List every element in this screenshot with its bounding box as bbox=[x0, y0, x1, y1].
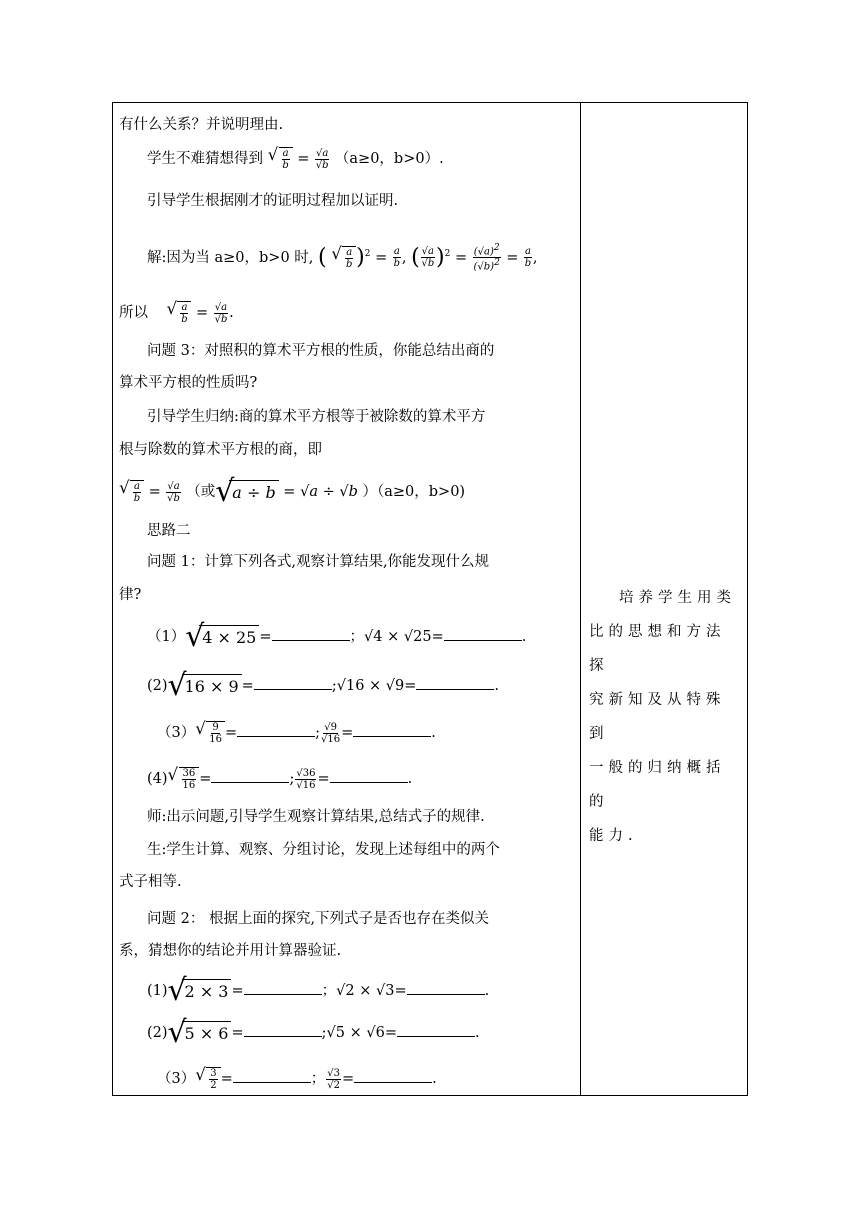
num: 9 bbox=[212, 722, 219, 733]
eq: = bbox=[283, 484, 296, 500]
eq: = bbox=[384, 1025, 398, 1041]
den: b bbox=[427, 258, 435, 270]
num: 9 bbox=[395, 678, 405, 694]
text-line: 有什么关系？并说明理由. bbox=[119, 117, 284, 133]
answer-blank[interactable] bbox=[233, 1068, 311, 1083]
answer-blank[interactable] bbox=[244, 1022, 322, 1037]
den: 16 bbox=[302, 779, 316, 791]
eq: = bbox=[259, 629, 272, 645]
side-line: 能力. bbox=[589, 828, 638, 844]
condition: （a≥0，b>0）. bbox=[334, 151, 444, 167]
text-line: 引导学生归纳:商的算术平方根等于被除数的算术平方 bbox=[147, 409, 486, 425]
den: b bbox=[322, 159, 329, 171]
den: b bbox=[393, 258, 401, 270]
num: a bbox=[134, 481, 140, 492]
eq: = bbox=[196, 305, 209, 321]
text-line: 式子相等. bbox=[119, 874, 182, 890]
property-line: √ $\frac{a}{b}$ = $\frac{√a}{√b}$ （或 √ a ÷ b = √a ÷ √b ）（a≥0，b>0) bbox=[119, 474, 466, 509]
eq: = bbox=[220, 1071, 233, 1087]
num: 36 bbox=[182, 768, 196, 779]
sqrt-frac: √ $\frac{a}{b}$ bbox=[268, 147, 293, 171]
label: (2) bbox=[147, 1025, 168, 1041]
exercise-1: （1） √ 4 × 25 = ；√4 × √25= . bbox=[147, 619, 527, 654]
num: 3 bbox=[385, 983, 395, 999]
text-line: 算术平方根的性质吗? bbox=[119, 375, 258, 391]
var: a bbox=[309, 484, 318, 500]
den: 2 bbox=[333, 1079, 341, 1091]
text-line: 思路二 bbox=[147, 523, 191, 539]
den: 16 bbox=[209, 734, 222, 745]
eq: = bbox=[148, 484, 161, 500]
var: b bbox=[265, 483, 276, 502]
num: 36 bbox=[302, 767, 316, 779]
op: ÷ bbox=[246, 483, 261, 502]
sqrt-expr: √ 5 × 6 bbox=[168, 1021, 232, 1045]
den: 16 bbox=[182, 780, 196, 791]
exp: 2 bbox=[364, 249, 371, 259]
text-line: 问题 3：对照积的算术平方根的性质，你能总结出商的 bbox=[147, 343, 495, 359]
num: 4 bbox=[373, 629, 383, 645]
expr: 16 × 9 bbox=[182, 674, 242, 697]
frac-roots: $\frac{√3}{√2}$ bbox=[327, 1067, 341, 1091]
frac-roots: $\frac{√a}{√b}$ bbox=[315, 147, 329, 171]
side-note bbox=[589, 581, 741, 853]
sqrt-frac: √ $\frac{a}{b}$ bbox=[119, 480, 144, 504]
num: 25 bbox=[413, 629, 432, 645]
num: a bbox=[346, 246, 353, 258]
num: a bbox=[221, 301, 228, 313]
den: b bbox=[282, 160, 289, 171]
label: (4) bbox=[147, 771, 168, 787]
dot: . bbox=[229, 305, 234, 321]
frac-roots: $\frac{√36}{√16}$ bbox=[296, 767, 316, 791]
text-line: 问题 1：计算下列各式,观察计算结果,你能发现什么规 bbox=[147, 554, 490, 570]
sep: ; bbox=[331, 678, 337, 694]
dot: . bbox=[475, 1025, 480, 1041]
den: b bbox=[181, 314, 188, 325]
comma: , bbox=[532, 249, 538, 266]
eq: = bbox=[231, 1025, 244, 1041]
den: b bbox=[173, 492, 180, 504]
condition: ）（a≥0，b>0) bbox=[362, 484, 466, 500]
sqrt-expr: √ 4 × 25 bbox=[185, 625, 259, 649]
text: 所以 bbox=[119, 305, 148, 321]
num: a bbox=[393, 246, 400, 258]
answer-blank[interactable] bbox=[244, 980, 322, 995]
text-line: 生:学生计算、观察、分组讨论，发现上述每组中的两个 bbox=[147, 842, 500, 858]
frac-roots: $\frac{√a}{√b}$ bbox=[421, 246, 435, 270]
num: a bbox=[322, 147, 329, 159]
frac-powers: $\frac{(√a)^2}{(√b)^2}$ bbox=[473, 243, 500, 273]
eq: = bbox=[317, 771, 330, 787]
num: a bbox=[282, 148, 289, 159]
sqrt-frac: √ $\frac{a}{b}$ bbox=[331, 246, 356, 270]
sep: ； bbox=[349, 629, 365, 645]
label: (1) bbox=[147, 983, 168, 999]
frac-roots: $\frac{√9}{√16}$ bbox=[321, 721, 341, 745]
label: （3） bbox=[157, 725, 196, 741]
eq: = bbox=[297, 151, 310, 167]
expr: 5 × 6 bbox=[182, 1021, 232, 1044]
text-line: 师:出示问题,引导学生观察计算结果,总结式子的规律. bbox=[147, 809, 485, 825]
num: 3 bbox=[210, 1068, 217, 1079]
exercise-2: (2) √ 16 × 9 = ;√16 × √9= . bbox=[147, 668, 500, 703]
dot: . bbox=[494, 678, 500, 694]
num: 9 bbox=[330, 721, 337, 733]
side-line: 一般的归纳概括的 bbox=[589, 760, 726, 810]
text: 解:因为当 a≥0，b>0 时, bbox=[147, 249, 314, 266]
eq: = bbox=[224, 725, 238, 741]
answer-blank[interactable] bbox=[407, 980, 485, 995]
eq: = bbox=[394, 983, 407, 999]
dot: . bbox=[431, 725, 436, 741]
column-divider bbox=[580, 103, 581, 1095]
text-line: 律? bbox=[119, 587, 142, 603]
exercise-r3 bbox=[157, 1067, 437, 1091]
side-line: 培养学生用类 bbox=[619, 590, 736, 606]
num: a bbox=[428, 246, 434, 258]
num: a bbox=[173, 480, 180, 492]
text-line: 问题 2： 根据上面的探究,下列式子是否也存在类似关 bbox=[147, 911, 490, 927]
num: 3 bbox=[333, 1067, 341, 1079]
answer-blank[interactable] bbox=[330, 768, 408, 783]
main-column bbox=[113, 103, 580, 1095]
exercise-3 bbox=[157, 721, 436, 745]
exercise-r1: (1) √ 2 × 3 = ；√2 × √3= . bbox=[147, 973, 490, 1008]
comma: , bbox=[401, 249, 407, 266]
expr: 2 × 3 bbox=[182, 979, 232, 1002]
answer-blank[interactable] bbox=[211, 768, 289, 783]
label: （1） bbox=[147, 629, 186, 645]
label: （3） bbox=[157, 1071, 196, 1087]
paren: ) bbox=[436, 244, 445, 270]
answer-blank[interactable] bbox=[353, 722, 431, 737]
sqrt-expr: √ 16 × 9 bbox=[168, 674, 242, 698]
answer-blank[interactable] bbox=[416, 675, 494, 690]
eq: = bbox=[199, 771, 212, 787]
side-line: 比的思想和方法探 bbox=[589, 624, 726, 674]
num: 16 bbox=[345, 678, 365, 694]
answer-blank[interactable] bbox=[354, 1068, 432, 1083]
eq: = bbox=[231, 983, 244, 999]
sqrt-frac: √ $\frac{a}{b}$ bbox=[166, 301, 191, 325]
label: (2) bbox=[147, 678, 168, 694]
dot: . bbox=[407, 771, 413, 787]
dot: . bbox=[484, 983, 490, 999]
den: b bbox=[220, 313, 228, 325]
eq: = bbox=[341, 725, 354, 741]
text-line: 系，猜想你的结论并用计算器验证. bbox=[119, 943, 342, 959]
guess-line bbox=[147, 147, 444, 171]
conclusion-line bbox=[119, 301, 234, 325]
eq: = bbox=[431, 629, 444, 645]
den: 16 bbox=[327, 733, 341, 745]
paren: ( bbox=[318, 244, 327, 270]
eq: = bbox=[342, 1071, 355, 1087]
frac-roots: $\frac{√a}{√b}$ bbox=[214, 301, 228, 325]
num: a bbox=[181, 302, 188, 313]
dot: . bbox=[521, 629, 527, 645]
exercise-r2: (2) √ 5 × 6 = ;√5 × √6= . bbox=[147, 1015, 480, 1050]
var: b bbox=[348, 484, 358, 500]
eq: = bbox=[454, 249, 468, 266]
num: a bbox=[524, 246, 531, 258]
sqrt-frac: √ $\frac{3}{2}$ bbox=[195, 1067, 220, 1091]
num: 2 bbox=[345, 983, 355, 999]
sqrt-frac: √ $\frac{9}{16}$ bbox=[195, 721, 225, 745]
lesson-table bbox=[112, 102, 748, 1096]
num: 6 bbox=[375, 1025, 385, 1041]
paren: ) bbox=[356, 244, 365, 270]
sqrt-expr: √ 2 × 3 bbox=[168, 979, 232, 1003]
answer-blank[interactable] bbox=[237, 722, 315, 737]
den: b bbox=[345, 258, 353, 270]
sep: ; bbox=[315, 725, 321, 741]
den: b bbox=[133, 493, 141, 504]
frac bbox=[393, 246, 401, 269]
sep: ； bbox=[310, 1071, 326, 1087]
sep: ; bbox=[321, 1025, 327, 1041]
num: 5 bbox=[335, 1025, 346, 1041]
answer-blank[interactable] bbox=[444, 626, 522, 641]
eq: = bbox=[375, 249, 388, 266]
paren: ( bbox=[411, 244, 420, 270]
expr: 4 × 25 bbox=[199, 625, 259, 648]
side-line: 究新知及从特殊到 bbox=[589, 692, 726, 742]
text: 学生不难猜想得到 bbox=[147, 151, 263, 167]
den: b bbox=[524, 258, 532, 270]
exp: 2 bbox=[444, 249, 451, 259]
frac-roots: $\frac{√a}{√b}$ bbox=[167, 480, 180, 504]
text-line: 根与除数的算术平方根的商，即 bbox=[119, 442, 322, 458]
frac bbox=[524, 246, 532, 269]
eq: = bbox=[506, 249, 519, 266]
answer-blank[interactable] bbox=[272, 626, 350, 641]
eq: = bbox=[404, 678, 417, 694]
eq: = bbox=[241, 678, 254, 694]
text: （或 bbox=[186, 484, 216, 500]
op: ÷ bbox=[322, 484, 335, 500]
answer-blank[interactable] bbox=[397, 1022, 475, 1037]
text-line: 引导学生根据刚才的证明过程加以证明. bbox=[147, 193, 399, 209]
sep: ； bbox=[321, 983, 337, 999]
exercise-4 bbox=[147, 767, 412, 791]
sep: ; bbox=[289, 771, 295, 787]
dot: . bbox=[432, 1071, 437, 1087]
den: 2 bbox=[210, 1080, 217, 1091]
proof-line bbox=[147, 243, 538, 273]
sqrt-frac: √ $\frac{36}{16}$ bbox=[168, 767, 200, 791]
var: a bbox=[232, 483, 242, 502]
answer-blank[interactable] bbox=[254, 675, 332, 690]
sqrt-expr: √ a ÷ b bbox=[215, 480, 278, 504]
